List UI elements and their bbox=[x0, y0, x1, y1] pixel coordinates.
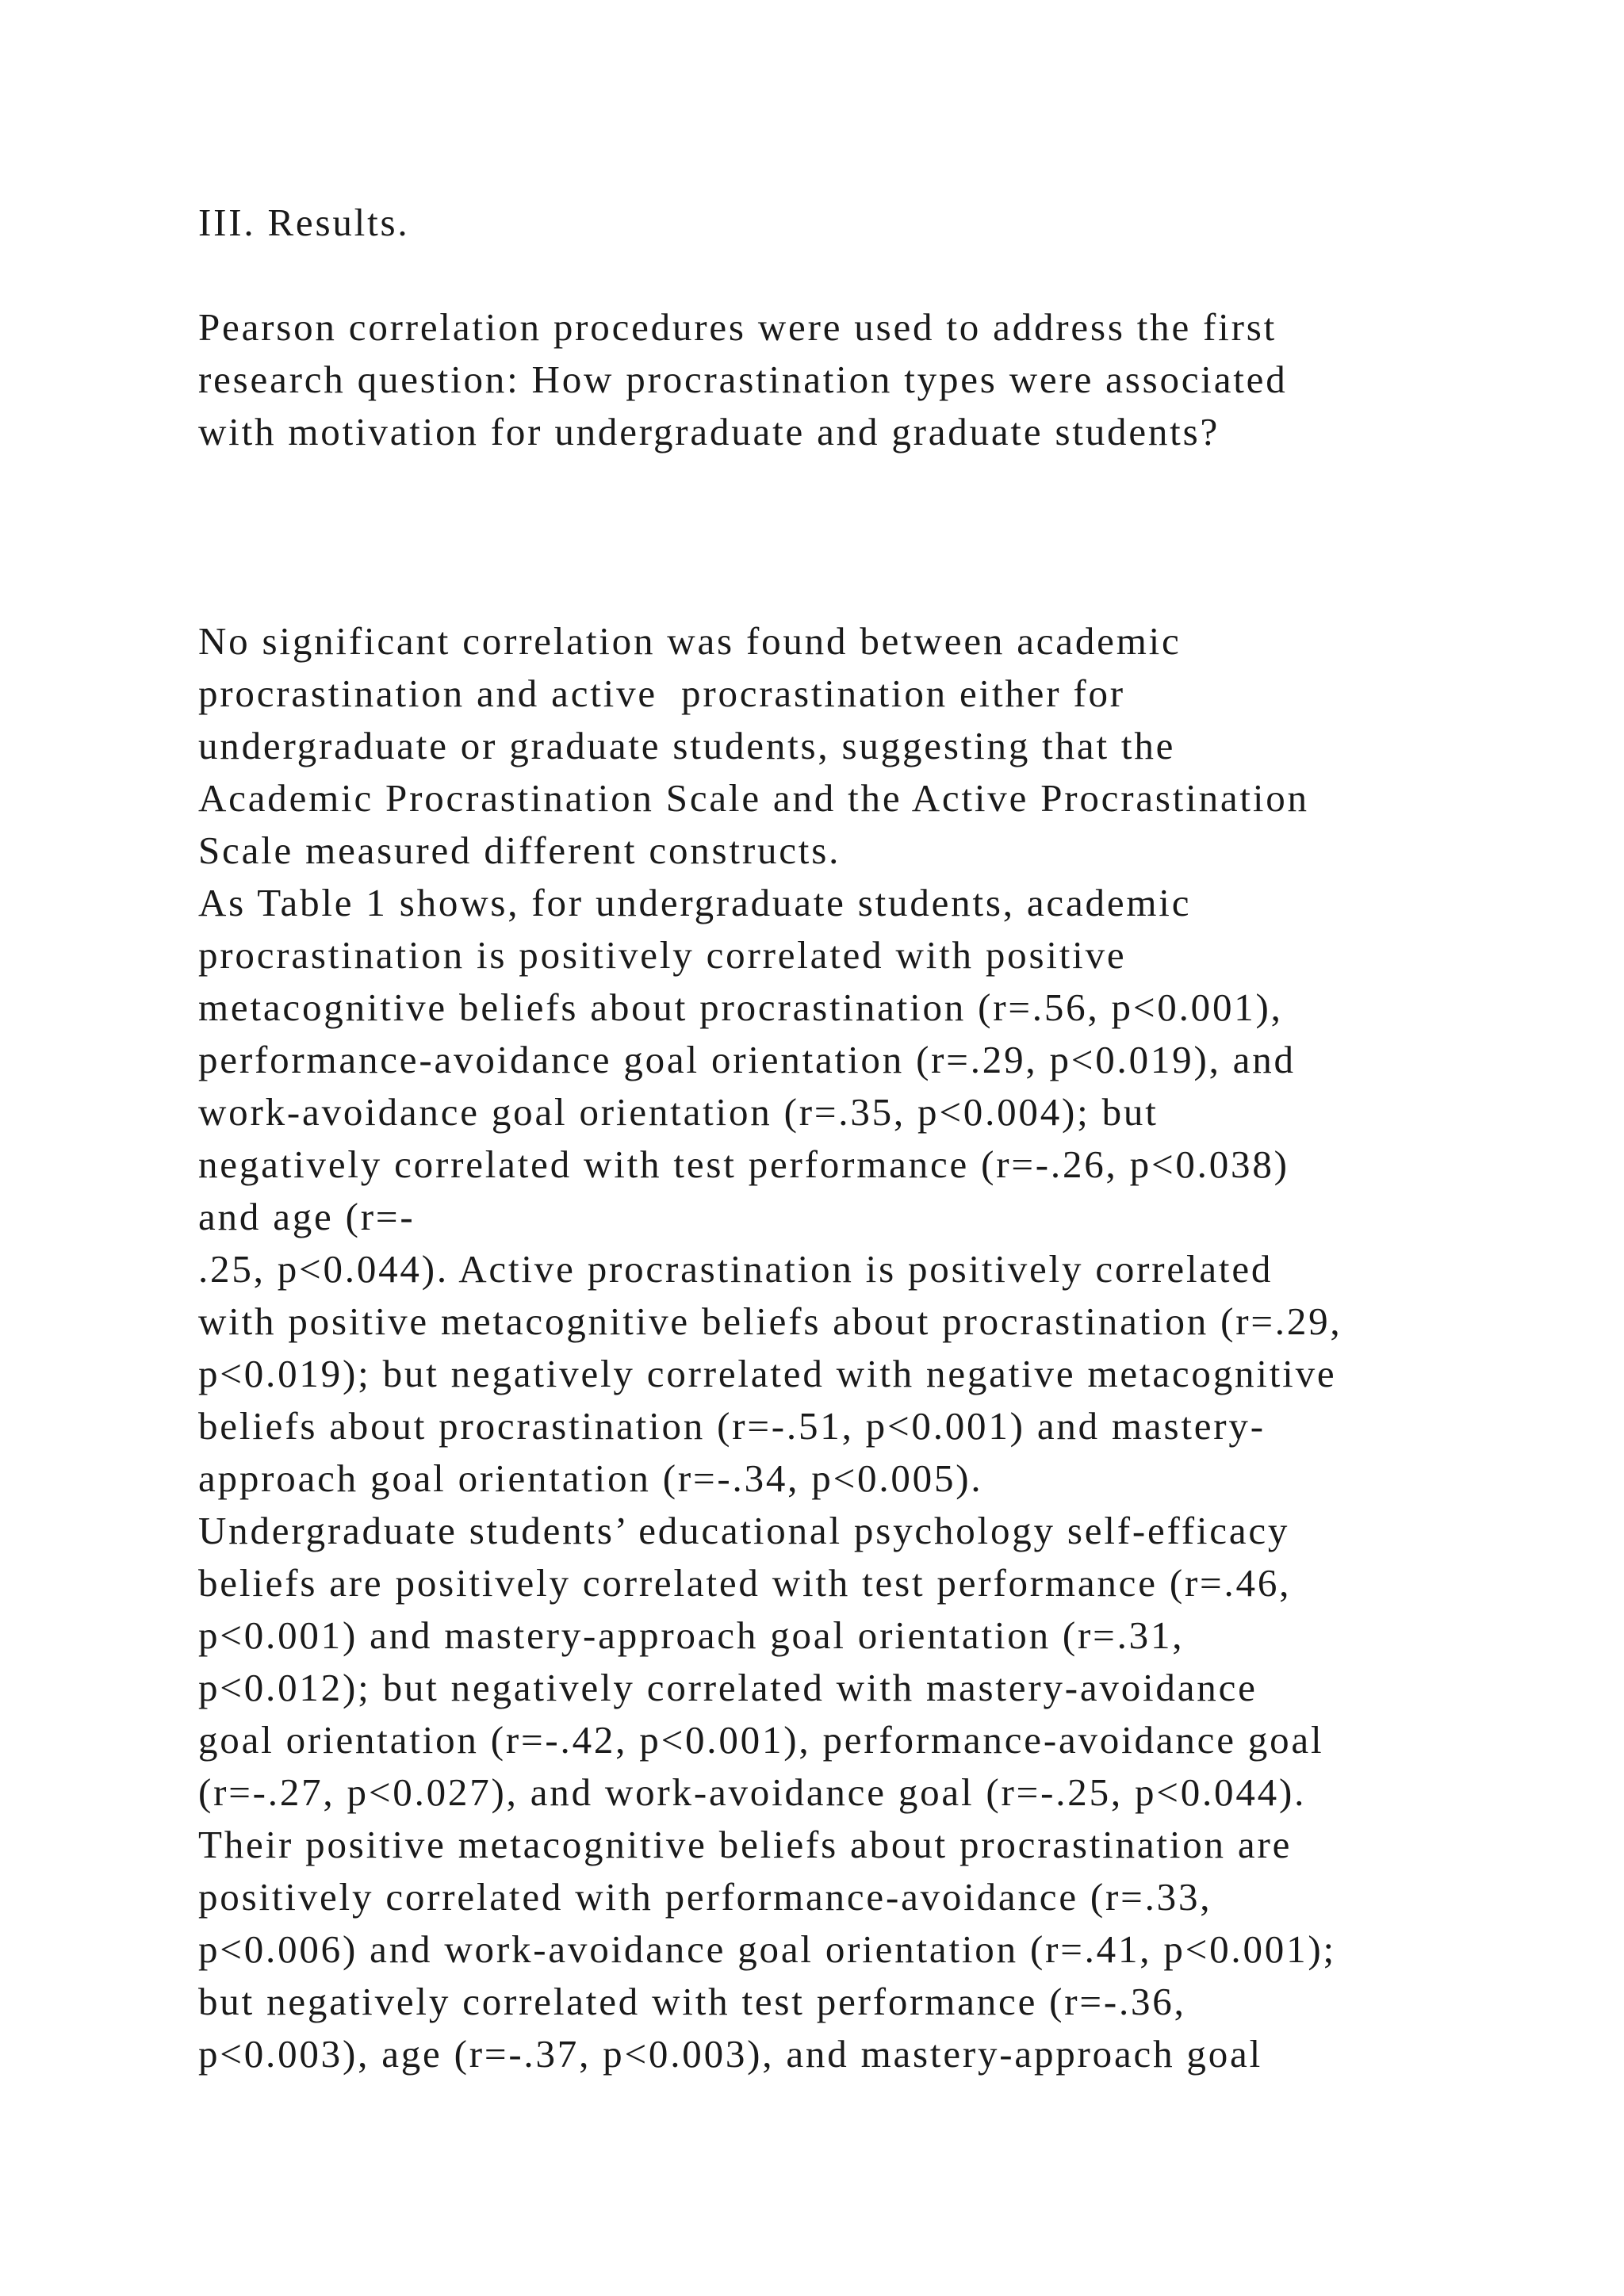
paragraph-line: p<0.012); but negatively correlated with mastery-avoidance bbox=[198, 1666, 1258, 1709]
paragraph-line: negatively correlated with test performance (r=-.26, p<0.038) bbox=[198, 1142, 1289, 1186]
paragraph-line: metacognitive beliefs about procrastination (r=.56, p<0.001), bbox=[198, 985, 1283, 1029]
paragraph-research-question bbox=[198, 301, 1610, 458]
paragraph-line: (r=-.27, p<0.027), and work-avoidance goal (r=-.25, p<0.044). bbox=[198, 1770, 1307, 1814]
paragraph-line: beliefs are positively correlated with test performance (r=.46, bbox=[198, 1561, 1292, 1605]
paragraph-line: work-avoidance goal orientation (r=.35, p<0.004); but bbox=[198, 1090, 1159, 1134]
paragraph-line: performance-avoidance goal orientation (r=.29, p<0.019), and bbox=[198, 1038, 1296, 1081]
paragraph-line: with motivation for undergraduate and graduate students? bbox=[198, 410, 1220, 453]
paragraph-line: No significant correlation was found between academic bbox=[198, 619, 1182, 663]
paragraph-line: research question: How procrastination types were associated bbox=[198, 358, 1288, 401]
paragraph-line: Academic Procrastination Scale and the Active Procrastination bbox=[198, 776, 1309, 820]
paragraph-line: goal orientation (r=-.42, p<0.001), performance-avoidance goal bbox=[198, 1718, 1324, 1762]
paragraph-line: p<0.006) and work-avoidance goal orientation (r=.41, p<0.001); bbox=[198, 1927, 1336, 1971]
paragraph-line: p<0.019); but negatively correlated with negative metacognitive bbox=[198, 1352, 1337, 1395]
paragraph-line: p<0.001) and mastery-approach goal orientation (r=.31, bbox=[198, 1613, 1185, 1657]
paragraph-line: procrastination and active procrastination either for bbox=[198, 672, 1125, 715]
paragraph-line: Pearson correlation procedures were used to address the first bbox=[198, 305, 1277, 349]
paragraph-findings bbox=[198, 615, 1610, 2080]
paragraph-line: Scale measured different constructs. bbox=[198, 828, 841, 872]
paragraph-line: .25, p<0.044). Active procrastination is positively correlated bbox=[198, 1247, 1274, 1291]
paragraph-line: approach goal orientation (r=-.34, p<0.005). bbox=[198, 1456, 983, 1500]
paragraph-line: As Table 1 shows, for undergraduate students, academic bbox=[198, 881, 1192, 924]
paragraph-line: but negatively correlated with test performance (r=-.36, bbox=[198, 1980, 1186, 2023]
paragraph-line: and age (r=- bbox=[198, 1195, 416, 1238]
section-heading bbox=[198, 197, 1610, 249]
paragraph-line: Undergraduate students’ educational psychology self-efficacy bbox=[198, 1509, 1290, 1552]
paragraph-line: Their positive metacognitive beliefs about procrastination are bbox=[198, 1823, 1293, 1866]
paragraph-line: procrastination is positively correlated with positive bbox=[198, 933, 1127, 977]
paragraph-line: p<0.003), age (r=-.37, p<0.003), and mastery-approach goal bbox=[198, 2032, 1262, 2076]
paragraph-line: positively correlated with performance-avoidance (r=.33, bbox=[198, 1875, 1212, 1919]
heading-text: III. Results. bbox=[198, 201, 410, 244]
paragraph-line: beliefs about procrastination (r=-.51, p<0.001) and mastery- bbox=[198, 1404, 1266, 1448]
paragraph-line: with positive metacognitive beliefs about procrastination (r=.29, bbox=[198, 1299, 1342, 1343]
paragraph-line: undergraduate or graduate students, suggesting that the bbox=[198, 724, 1176, 767]
